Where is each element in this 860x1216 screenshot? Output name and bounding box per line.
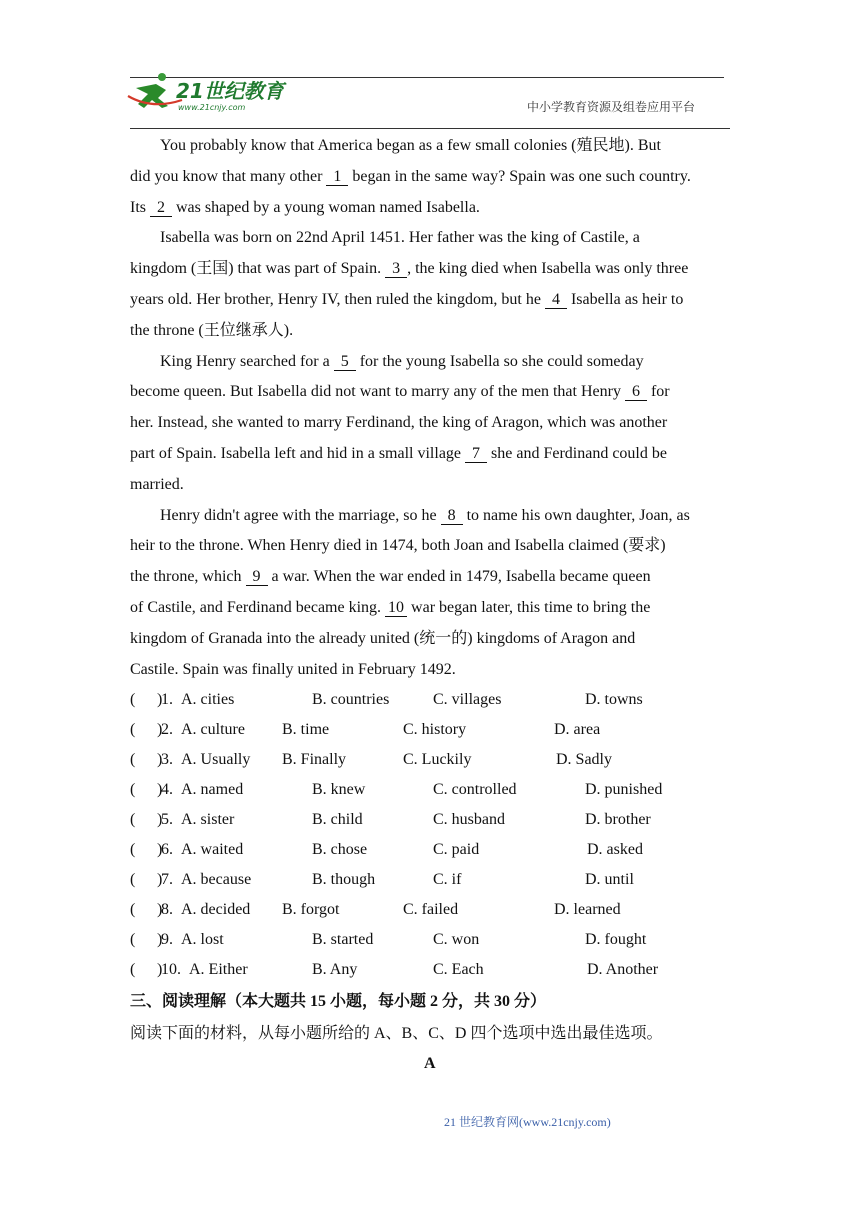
- question-number: 4.: [161, 781, 173, 798]
- answer-paren-open: (: [130, 721, 136, 738]
- question-number: 8.: [161, 901, 173, 918]
- passage-text: years old. Her brother, Henry IV, then ruled the kingdom, but he: [130, 290, 545, 308]
- question-row: [130, 715, 730, 745]
- question-number: 3.: [161, 751, 173, 768]
- answer-paren-open: (: [130, 751, 136, 768]
- answer-paren-close: ): [157, 931, 163, 948]
- passage-text: of Castile, and Ferdinand became king.: [130, 598, 386, 616]
- blank-4: 4: [545, 292, 567, 309]
- option-c: C. if: [433, 871, 462, 888]
- question-number: 10.: [161, 961, 181, 978]
- passage-line: [130, 162, 736, 193]
- answer-paren-open: (: [130, 901, 136, 918]
- answer-paren-close: ): [157, 811, 163, 828]
- option-b: B. chose: [312, 841, 368, 858]
- passage-text: was shaped by a young woman named Isabella.: [172, 198, 480, 216]
- passage-line: [130, 347, 736, 378]
- answer-paren-close: ): [157, 961, 163, 978]
- option-d: D. punished: [585, 781, 663, 798]
- runner-icon: [128, 73, 182, 108]
- option-c: C. paid: [433, 841, 480, 858]
- answer-paren-close: ): [157, 751, 163, 768]
- question-row: [130, 895, 730, 925]
- passage-line: [130, 408, 736, 439]
- question-row: [130, 955, 730, 985]
- option-d: D. area: [554, 721, 601, 738]
- question-number: 9.: [161, 931, 173, 948]
- passage-text: heir to the throne. When Henry died in 1474, both Joan and Isabella claimed (要求): [130, 537, 666, 555]
- section-title: 三、阅读理解（本大题共 15 小题，每小题 2 分，共 30 分）: [130, 993, 547, 1010]
- option-b: B. started: [312, 931, 374, 948]
- passage-label: A: [424, 1055, 436, 1072]
- passage-line: [130, 624, 736, 655]
- passage-text: war began later, this time to bring the: [407, 598, 651, 616]
- passage-text: Castile. Spain was finally united in February 1492.: [130, 660, 456, 678]
- blank-7: 7: [465, 446, 487, 463]
- passage-line: [130, 377, 736, 408]
- logo-url: www.21cnjy.com: [178, 103, 246, 112]
- option-d: D. Another: [587, 961, 659, 978]
- passage-line: [130, 531, 736, 562]
- passage-text: for: [646, 383, 670, 401]
- answer-paren-open: (: [130, 811, 136, 828]
- passage-line: [130, 655, 736, 686]
- answer-paren-close: ): [157, 871, 163, 888]
- option-a: A. Usually: [181, 751, 251, 768]
- question-row: [130, 865, 730, 895]
- option-b: B. forgot: [282, 901, 340, 918]
- blank-3: 3: [385, 261, 407, 278]
- option-c: C. history: [403, 721, 467, 738]
- passage-line: [130, 439, 736, 470]
- answer-paren-close: ): [157, 721, 163, 738]
- option-c: C. Each: [433, 961, 484, 978]
- cloze-passage: [130, 131, 736, 685]
- question-number: 2.: [161, 721, 173, 738]
- blank-5: 5: [334, 354, 356, 371]
- passage-text: Its: [130, 198, 150, 216]
- passage-line: [130, 501, 736, 532]
- passage-text: the throne, which: [130, 568, 246, 586]
- blank-8: 8: [441, 508, 463, 525]
- passage-text: a war. When the war ended in 1479, Isabella became queen: [267, 568, 651, 586]
- question-number: 1.: [161, 691, 173, 708]
- blank-9: 9: [246, 569, 268, 586]
- question-row: [130, 685, 730, 715]
- header-rule-bottom: [130, 128, 730, 129]
- question-row: [130, 835, 730, 865]
- option-a: A. named: [181, 781, 244, 798]
- passage-text: her. Instead, she wanted to marry Ferdinand, the king of Aragon, which was another: [130, 414, 668, 432]
- option-a: A. culture: [181, 721, 245, 738]
- question-number: 7.: [161, 871, 173, 888]
- option-d: D. brother: [585, 811, 651, 828]
- question-number: 5.: [161, 811, 173, 828]
- option-a: A. cities: [181, 691, 235, 708]
- logo-text: 21世纪教育: [176, 79, 284, 103]
- answer-paren-open: (: [130, 691, 136, 708]
- question-number: 6.: [161, 841, 173, 858]
- option-b: B. knew: [312, 781, 366, 798]
- blank-6: 6: [625, 384, 647, 401]
- option-d: D. until: [585, 871, 634, 888]
- option-c: C. husband: [433, 811, 505, 828]
- option-a: A. sister: [181, 811, 235, 828]
- question-row: [130, 925, 730, 955]
- option-b: B. time: [282, 721, 330, 738]
- option-d: D. towns: [585, 691, 643, 708]
- option-b: B. child: [312, 811, 363, 828]
- option-d: D. asked: [587, 841, 643, 858]
- answer-paren-open: (: [130, 871, 136, 888]
- answer-paren-open: (: [130, 781, 136, 798]
- passage-text: to name his own daughter, Joan, as: [462, 506, 690, 524]
- passage-text: kingdom of Granada into the already united (统一的) kingdoms of Aragon and: [130, 629, 636, 647]
- passage-line: [130, 470, 736, 501]
- passage-text: kingdom (王国) that was part of Spain.: [130, 260, 386, 278]
- option-a: A. Either: [189, 961, 248, 978]
- passage-text: began in the same way? Spain was one such country.: [348, 167, 691, 185]
- option-a: A. decided: [181, 901, 251, 918]
- passage-line: [130, 285, 736, 316]
- passage-line: [130, 193, 736, 224]
- answer-paren-close: ): [157, 691, 163, 708]
- option-b: B. Finally: [282, 751, 347, 768]
- passage-text: part of Spain. Isabella left and hid in a small village: [130, 444, 466, 462]
- passage-line: [130, 593, 736, 624]
- passage-text: married.: [130, 475, 184, 493]
- passage-line: [130, 254, 736, 285]
- passage-text: she and Ferdinand could be: [487, 444, 667, 462]
- option-a: A. waited: [181, 841, 244, 858]
- question-row: [130, 805, 730, 835]
- question-row: [130, 775, 730, 805]
- option-d: D. learned: [554, 901, 621, 918]
- footer-text: 21 世纪教育网(www.21cnjy.com): [444, 1115, 611, 1129]
- passage-text: the throne (王位继承人).: [130, 321, 294, 339]
- section-instruction: 阅读下面的材料，从每小题所给的 A、B、C、D 四个选项中选出最佳选项。: [130, 1025, 663, 1042]
- passage-line: [130, 131, 736, 162]
- option-a: A. because: [181, 871, 252, 888]
- logo: [122, 70, 292, 116]
- passage-text: become queen. But Isabella did not want to marry any of the men that Henry: [130, 383, 625, 401]
- answer-paren-open: (: [130, 841, 136, 858]
- option-b: B. Any: [312, 961, 358, 978]
- option-b: B. countries: [312, 691, 390, 708]
- option-a: A. lost: [181, 931, 224, 948]
- option-d: D. fought: [585, 931, 647, 948]
- option-c: C. villages: [433, 691, 502, 708]
- passage-line: [130, 316, 736, 347]
- option-c: C. failed: [403, 901, 459, 918]
- answer-paren-close: ): [157, 841, 163, 858]
- option-d: D. Sadly: [556, 751, 612, 768]
- passage-line: [130, 562, 736, 593]
- passage-text: Henry didn't agree with the marriage, so he: [160, 506, 441, 524]
- passage-text: Isabella was born on 22nd April 1451. Her father was the king of Castile, a: [160, 229, 640, 247]
- passage-text: for the young Isabella so she could someday: [355, 352, 644, 370]
- option-c: C. Luckily: [403, 751, 472, 768]
- answer-paren-open: (: [130, 961, 136, 978]
- answer-paren-close: ): [157, 901, 163, 918]
- option-c: C. won: [433, 931, 480, 948]
- blank-2: 2: [150, 200, 172, 217]
- passage-text: , the king died when Isabella was only three: [407, 260, 689, 278]
- passage-text: You probably know that America began as a few small colonies (殖民地). But: [160, 137, 661, 154]
- option-c: C. controlled: [433, 781, 517, 798]
- blank-10: 10: [385, 600, 407, 617]
- answer-paren-close: ): [157, 781, 163, 798]
- passage-text: King Henry searched for a: [160, 352, 334, 370]
- question-list: [130, 685, 730, 985]
- site-name: 中小学教育资源及组卷应用平台: [527, 100, 696, 114]
- question-row: [130, 745, 730, 775]
- passage-line: [130, 223, 736, 254]
- answer-paren-open: (: [130, 931, 136, 948]
- option-b: B. though: [312, 871, 376, 888]
- blank-1: 1: [326, 169, 348, 186]
- passage-text: did you know that many other: [130, 167, 327, 185]
- passage-text: Isabella as heir to: [566, 290, 684, 308]
